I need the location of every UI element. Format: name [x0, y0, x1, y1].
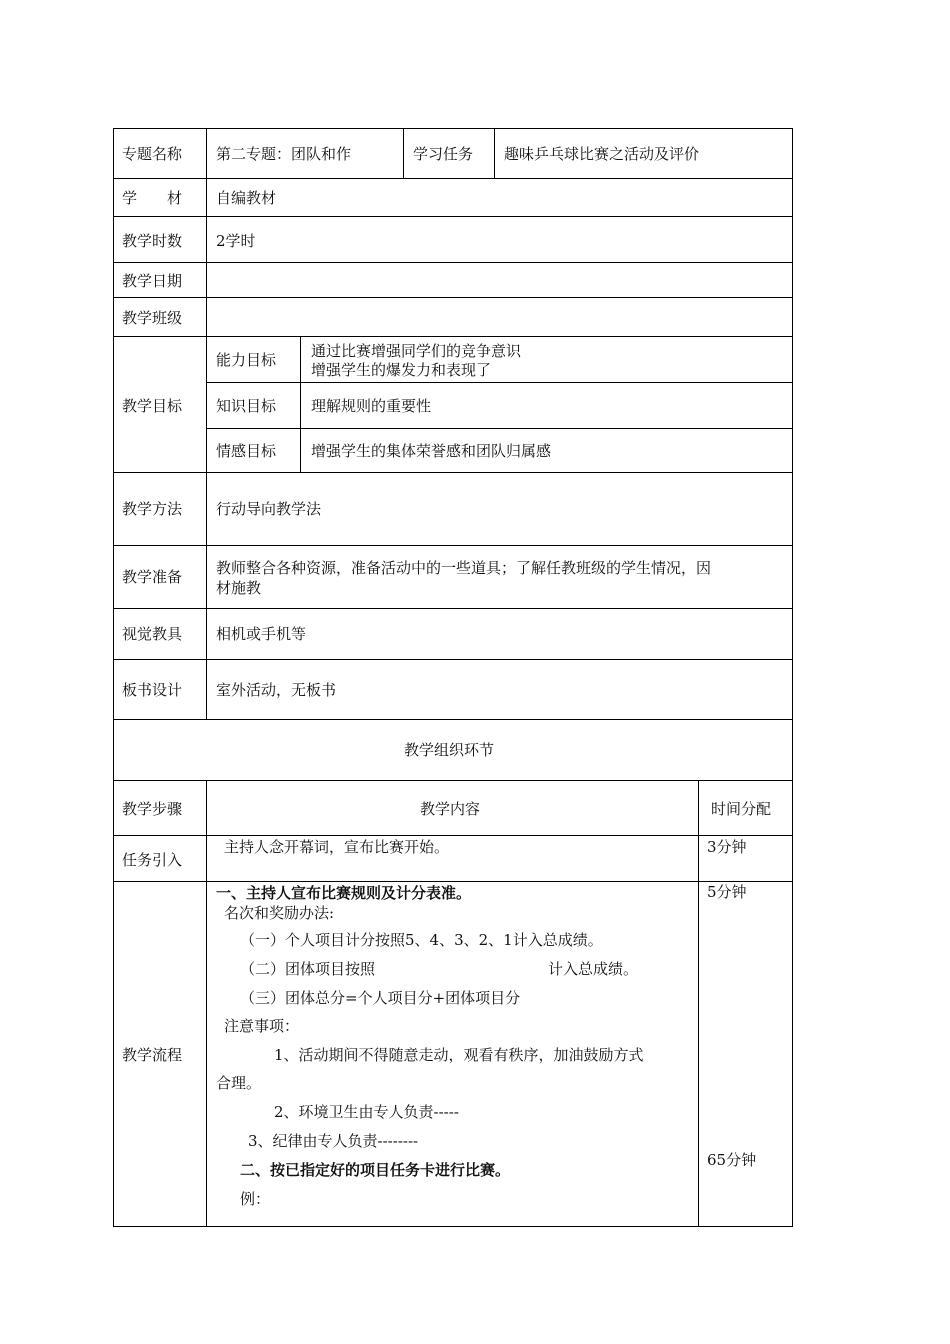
prep-label: 教学准备	[122, 568, 183, 586]
flow-time-1: 5分钟	[707, 883, 747, 901]
flow-line-1: 一、主持人宣布比赛规则及计分表准。	[216, 884, 472, 902]
step-header: 教学步骤	[122, 800, 183, 818]
hours-value: 2学时	[216, 232, 256, 250]
goals-label: 教学目标	[122, 397, 183, 415]
flow-line-4a: （二）团体项目按照	[240, 960, 376, 978]
intro-time: 3分钟	[707, 838, 747, 856]
flow-line-2: 名次和奖励办法:	[224, 904, 335, 922]
knowledge-value: 理解规则的重要性	[311, 397, 432, 415]
method-label: 教学方法	[122, 500, 183, 518]
topic-label: 专题名称	[122, 145, 183, 163]
ability-line-1: 通过比赛增强同学们的竞争意识	[311, 342, 522, 360]
ability-line-2: 增强学生的爆发力和表现了	[311, 361, 492, 379]
board-value: 室外活动，无板书	[216, 681, 337, 699]
flow-line-8: 合理。	[216, 1074, 262, 1092]
flow-line-11: 二、按已指定好的项目任务卡进行比赛。	[240, 1161, 511, 1179]
material-label: 学 材	[122, 189, 183, 207]
date-label: 教学日期	[122, 272, 183, 290]
intro-label: 任务引入	[122, 851, 183, 869]
knowledge-label: 知识目标	[216, 397, 277, 415]
prep-line-2: 材施教	[216, 579, 262, 597]
emotion-value: 增强学生的集体荣誉感和团队归属感	[311, 442, 552, 460]
board-label: 板书设计	[122, 681, 183, 699]
topic-value: 第二专题：团队和作	[216, 145, 352, 163]
hours-label: 教学时数	[122, 232, 183, 250]
class-label: 教学班级	[122, 309, 183, 327]
visual-label: 视觉教具	[122, 625, 183, 643]
emotion-label: 情感目标	[216, 442, 277, 460]
flow-line-7: 1、活动期间不得随意走动，观看有秩序，加油鼓励方式	[274, 1046, 644, 1064]
ability-label: 能力目标	[216, 351, 277, 369]
flow-label: 教学流程	[122, 1046, 183, 1064]
prep-line-1: 教师整合各种资源，准备活动中的一些道具；了解任教班级的学生情况，因	[216, 559, 712, 577]
flow-line-4b: 计入总成绩。	[548, 960, 639, 978]
flow-line-3: （一）个人项目计分按照5、4、3、2、1计入总成绩。	[240, 931, 603, 949]
task-label: 学习任务	[413, 145, 474, 163]
flow-line-6: 注意事项：	[224, 1017, 300, 1035]
flow-line-9: 2、环境卫生由专人负责-----	[274, 1103, 459, 1121]
flow-line-10: 3、纪律由专人负责--------	[248, 1132, 419, 1150]
material-value: 自编教材	[216, 189, 277, 207]
time-header: 时间分配	[711, 800, 772, 818]
visual-value: 相机或手机等	[216, 625, 307, 643]
intro-content: 主持人念开幕词，宣布比赛开始。	[224, 838, 450, 856]
task-value: 趣味乒乓球比赛之活动及评价	[504, 145, 700, 163]
content-header: 教学内容	[420, 800, 481, 818]
org-title: 教学组织环节	[404, 741, 495, 759]
flow-line-5: （三）团体总分=个人项目分+团体项目分	[240, 989, 521, 1007]
flow-time-2: 65分钟	[707, 1151, 757, 1169]
method-value: 行动导向教学法	[216, 500, 322, 518]
flow-line-12: 例：	[240, 1190, 271, 1208]
